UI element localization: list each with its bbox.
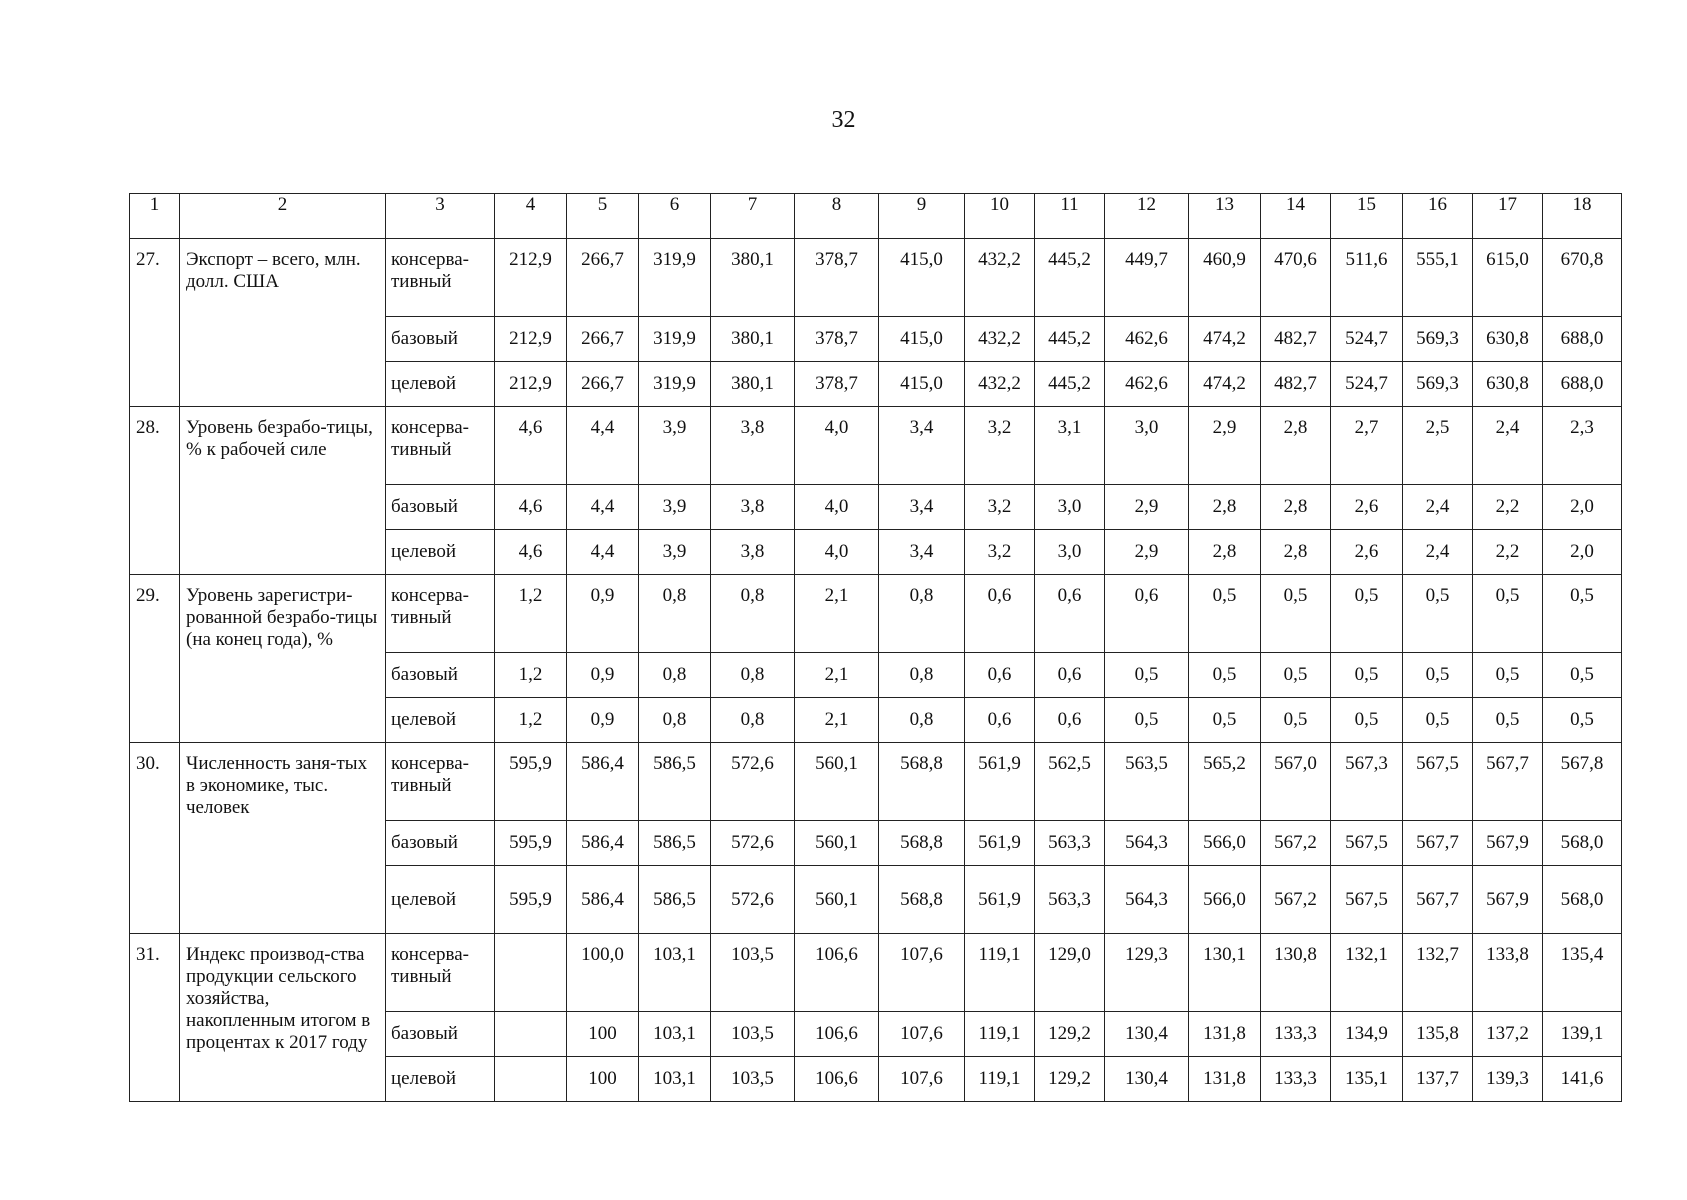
row-number: 29. <box>130 575 180 743</box>
value-cell: 119,1 <box>965 1057 1035 1102</box>
value-cell: 565,2 <box>1189 743 1261 821</box>
value-cell: 561,9 <box>965 866 1035 934</box>
value-cell: 2,4 <box>1403 530 1473 575</box>
value-cell: 688,0 <box>1543 362 1622 407</box>
value-cell: 1,2 <box>495 653 567 698</box>
row-number: 28. <box>130 407 180 575</box>
value-cell: 474,2 <box>1189 362 1261 407</box>
header-cell: 2 <box>180 194 386 239</box>
value-cell: 106,6 <box>795 1012 879 1057</box>
value-cell: 378,7 <box>795 317 879 362</box>
value-cell: 567,9 <box>1473 821 1543 866</box>
value-cell: 2,8 <box>1261 530 1331 575</box>
value-cell: 129,0 <box>1035 934 1105 1012</box>
header-cell: 5 <box>567 194 639 239</box>
value-cell: 567,2 <box>1261 866 1331 934</box>
scenario-name: консерва-тивный <box>386 934 495 1012</box>
value-cell: 0,8 <box>711 575 795 653</box>
value-cell: 4,4 <box>567 530 639 575</box>
scenario-name: базовый <box>386 1012 495 1057</box>
value-cell: 380,1 <box>711 239 795 317</box>
value-cell: 568,0 <box>1543 821 1622 866</box>
value-cell: 1,2 <box>495 575 567 653</box>
value-cell: 2,9 <box>1105 530 1189 575</box>
value-cell: 0,5 <box>1403 698 1473 743</box>
value-cell: 106,6 <box>795 934 879 1012</box>
value-cell: 568,0 <box>1543 866 1622 934</box>
header-cell: 9 <box>879 194 965 239</box>
value-cell: 569,3 <box>1403 362 1473 407</box>
value-cell: 595,9 <box>495 743 567 821</box>
header-cell: 15 <box>1331 194 1403 239</box>
value-cell: 3,8 <box>711 485 795 530</box>
value-cell: 586,4 <box>567 821 639 866</box>
header-cell: 7 <box>711 194 795 239</box>
scenario-name: целевой <box>386 362 495 407</box>
value-cell: 561,9 <box>965 821 1035 866</box>
scenario-name: целевой <box>386 1057 495 1102</box>
value-cell: 432,2 <box>965 362 1035 407</box>
value-cell: 470,6 <box>1261 239 1331 317</box>
value-cell: 107,6 <box>879 934 965 1012</box>
value-cell: 0,5 <box>1331 653 1403 698</box>
value-cell: 2,8 <box>1261 407 1331 485</box>
value-cell: 1,2 <box>495 698 567 743</box>
value-cell: 586,5 <box>639 866 711 934</box>
value-cell: 266,7 <box>567 239 639 317</box>
value-cell: 130,1 <box>1189 934 1261 1012</box>
value-cell: 572,6 <box>711 743 795 821</box>
value-cell: 567,7 <box>1403 821 1473 866</box>
value-cell: 380,1 <box>711 362 795 407</box>
value-cell: 0,5 <box>1189 653 1261 698</box>
value-cell: 3,0 <box>1105 407 1189 485</box>
value-cell: 449,7 <box>1105 239 1189 317</box>
header-cell: 1 <box>130 194 180 239</box>
scenario-name: консерва-тивный <box>386 407 495 485</box>
value-cell: 0,6 <box>1035 653 1105 698</box>
value-cell: 0,5 <box>1261 698 1331 743</box>
value-cell: 688,0 <box>1543 317 1622 362</box>
value-cell: 130,4 <box>1105 1057 1189 1102</box>
value-cell: 568,8 <box>879 821 965 866</box>
header-cell: 17 <box>1473 194 1543 239</box>
value-cell: 131,8 <box>1189 1057 1261 1102</box>
value-cell: 103,1 <box>639 1057 711 1102</box>
value-cell: 0,8 <box>711 698 795 743</box>
header-cell: 11 <box>1035 194 1105 239</box>
value-cell: 445,2 <box>1035 317 1105 362</box>
value-cell: 0,8 <box>639 653 711 698</box>
value-cell: 415,0 <box>879 362 965 407</box>
header-row <box>130 194 1622 239</box>
value-cell: 3,9 <box>639 485 711 530</box>
value-cell: 0,6 <box>965 653 1035 698</box>
value-cell: 432,2 <box>965 239 1035 317</box>
value-cell: 0,5 <box>1543 698 1622 743</box>
value-cell: 133,3 <box>1261 1012 1331 1057</box>
value-cell: 129,3 <box>1105 934 1189 1012</box>
value-cell: 4,4 <box>567 485 639 530</box>
value-cell: 107,6 <box>879 1057 965 1102</box>
value-cell: 0,8 <box>879 653 965 698</box>
value-cell: 567,5 <box>1331 821 1403 866</box>
table-body <box>130 194 1622 1102</box>
value-cell: 561,9 <box>965 743 1035 821</box>
value-cell: 212,9 <box>495 239 567 317</box>
value-cell: 106,6 <box>795 1057 879 1102</box>
value-cell: 2,6 <box>1331 530 1403 575</box>
value-cell: 566,0 <box>1189 821 1261 866</box>
value-cell: 568,8 <box>879 743 965 821</box>
value-cell: 569,3 <box>1403 317 1473 362</box>
value-cell: 319,9 <box>639 317 711 362</box>
scenario-name: консерва-тивный <box>386 575 495 653</box>
value-cell: 2,2 <box>1473 485 1543 530</box>
value-cell: 132,7 <box>1403 934 1473 1012</box>
value-cell: 2,5 <box>1403 407 1473 485</box>
row-number: 27. <box>130 239 180 407</box>
value-cell: 2,2 <box>1473 530 1543 575</box>
forecast-table <box>129 193 1622 1102</box>
value-cell: 445,2 <box>1035 239 1105 317</box>
value-cell: 3,2 <box>965 485 1035 530</box>
header-cell: 18 <box>1543 194 1622 239</box>
value-cell: 524,7 <box>1331 317 1403 362</box>
value-cell: 266,7 <box>567 362 639 407</box>
value-cell: 2,8 <box>1261 485 1331 530</box>
value-cell: 129,2 <box>1035 1057 1105 1102</box>
value-cell: 572,6 <box>711 821 795 866</box>
scenario-name: консерва-тивный <box>386 743 495 821</box>
value-cell <box>495 1057 567 1102</box>
value-cell: 0,5 <box>1403 575 1473 653</box>
value-cell: 567,5 <box>1331 866 1403 934</box>
value-cell: 103,1 <box>639 934 711 1012</box>
value-cell: 103,5 <box>711 1012 795 1057</box>
value-cell: 462,6 <box>1105 362 1189 407</box>
value-cell: 212,9 <box>495 362 567 407</box>
value-cell: 560,1 <box>795 866 879 934</box>
value-cell: 135,8 <box>1403 1012 1473 1057</box>
value-cell: 564,3 <box>1105 821 1189 866</box>
value-cell: 4,0 <box>795 485 879 530</box>
value-cell: 0,6 <box>965 575 1035 653</box>
header-cell: 10 <box>965 194 1035 239</box>
value-cell: 0,6 <box>965 698 1035 743</box>
value-cell: 3,8 <box>711 530 795 575</box>
value-cell: 567,0 <box>1261 743 1331 821</box>
value-cell: 482,7 <box>1261 362 1331 407</box>
header-cell: 4 <box>495 194 567 239</box>
value-cell <box>495 934 567 1012</box>
value-cell: 567,3 <box>1331 743 1403 821</box>
indicator-name: Численность заня-тых в экономике, тыс. человек <box>180 743 386 934</box>
table-row <box>130 575 1622 653</box>
value-cell: 572,6 <box>711 866 795 934</box>
value-cell: 3,2 <box>965 530 1035 575</box>
value-cell: 462,6 <box>1105 317 1189 362</box>
value-cell: 130,4 <box>1105 1012 1189 1057</box>
value-cell: 2,9 <box>1105 485 1189 530</box>
header-cell: 13 <box>1189 194 1261 239</box>
value-cell: 0,5 <box>1105 698 1189 743</box>
value-cell: 630,8 <box>1473 317 1543 362</box>
value-cell: 0,9 <box>567 575 639 653</box>
value-cell: 0,8 <box>879 575 965 653</box>
value-cell: 4,4 <box>567 407 639 485</box>
value-cell: 0,6 <box>1105 575 1189 653</box>
value-cell: 137,7 <box>1403 1057 1473 1102</box>
scenario-name: базовый <box>386 317 495 362</box>
value-cell: 474,2 <box>1189 317 1261 362</box>
value-cell: 567,7 <box>1473 743 1543 821</box>
value-cell: 3,0 <box>1035 530 1105 575</box>
value-cell: 103,5 <box>711 934 795 1012</box>
indicator-name: Уровень зарегистри-рованной безрабо-тицы (на конец года), % <box>180 575 386 743</box>
value-cell: 0,5 <box>1473 698 1543 743</box>
value-cell: 0,9 <box>567 698 639 743</box>
value-cell: 0,5 <box>1189 575 1261 653</box>
value-cell: 139,1 <box>1543 1012 1622 1057</box>
value-cell: 4,6 <box>495 530 567 575</box>
value-cell: 3,0 <box>1035 485 1105 530</box>
value-cell: 586,4 <box>567 866 639 934</box>
value-cell: 560,1 <box>795 821 879 866</box>
value-cell: 563,3 <box>1035 866 1105 934</box>
scenario-name: целевой <box>386 866 495 934</box>
value-cell: 0,8 <box>879 698 965 743</box>
value-cell: 564,3 <box>1105 866 1189 934</box>
value-cell: 0,6 <box>1035 698 1105 743</box>
value-cell: 2,3 <box>1543 407 1622 485</box>
value-cell: 563,5 <box>1105 743 1189 821</box>
value-cell: 2,1 <box>795 653 879 698</box>
value-cell: 2,7 <box>1331 407 1403 485</box>
value-cell: 2,4 <box>1473 407 1543 485</box>
value-cell: 511,6 <box>1331 239 1403 317</box>
value-cell: 0,5 <box>1403 653 1473 698</box>
indicator-name: Уровень безрабо-тицы, % к рабочей силе <box>180 407 386 575</box>
value-cell: 0,5 <box>1261 575 1331 653</box>
header-cell: 12 <box>1105 194 1189 239</box>
value-cell: 378,7 <box>795 239 879 317</box>
value-cell: 4,0 <box>795 530 879 575</box>
value-cell: 432,2 <box>965 317 1035 362</box>
row-number: 30. <box>130 743 180 934</box>
value-cell: 2,8 <box>1189 485 1261 530</box>
value-cell: 567,2 <box>1261 821 1331 866</box>
value-cell: 595,9 <box>495 821 567 866</box>
value-cell: 586,5 <box>639 821 711 866</box>
value-cell: 3,1 <box>1035 407 1105 485</box>
value-cell: 2,8 <box>1189 530 1261 575</box>
value-cell: 586,4 <box>567 743 639 821</box>
header-cell: 6 <box>639 194 711 239</box>
value-cell: 2,0 <box>1543 530 1622 575</box>
table-row <box>130 934 1622 1012</box>
value-cell: 0,5 <box>1473 575 1543 653</box>
scenario-name: базовый <box>386 821 495 866</box>
value-cell: 107,6 <box>879 1012 965 1057</box>
table-row <box>130 239 1622 317</box>
indicator-name: Индекс производ-ства продукции сельского хозяйства, накопленным итогом в процентах к 2017 году <box>180 934 386 1102</box>
value-cell: 0,9 <box>567 653 639 698</box>
value-cell: 0,6 <box>1035 575 1105 653</box>
value-cell: 415,0 <box>879 317 965 362</box>
value-cell: 4,6 <box>495 485 567 530</box>
value-cell: 2,1 <box>795 698 879 743</box>
value-cell: 595,9 <box>495 866 567 934</box>
value-cell: 0,5 <box>1105 653 1189 698</box>
table-row <box>130 743 1622 821</box>
value-cell: 566,0 <box>1189 866 1261 934</box>
header-cell: 3 <box>386 194 495 239</box>
value-cell: 0,5 <box>1543 653 1622 698</box>
value-cell: 0,5 <box>1261 653 1331 698</box>
value-cell: 460,9 <box>1189 239 1261 317</box>
value-cell: 0,5 <box>1473 653 1543 698</box>
scenario-name: целевой <box>386 698 495 743</box>
value-cell: 3,8 <box>711 407 795 485</box>
value-cell: 567,7 <box>1403 866 1473 934</box>
value-cell: 2,9 <box>1189 407 1261 485</box>
value-cell: 119,1 <box>965 1012 1035 1057</box>
value-cell: 3,9 <box>639 407 711 485</box>
value-cell: 103,1 <box>639 1012 711 1057</box>
value-cell: 132,1 <box>1331 934 1403 1012</box>
value-cell: 130,8 <box>1261 934 1331 1012</box>
value-cell: 3,4 <box>879 530 965 575</box>
header-cell: 14 <box>1261 194 1331 239</box>
value-cell: 563,3 <box>1035 821 1105 866</box>
value-cell: 567,5 <box>1403 743 1473 821</box>
value-cell: 0,8 <box>639 698 711 743</box>
value-cell: 319,9 <box>639 239 711 317</box>
value-cell: 568,8 <box>879 866 965 934</box>
value-cell: 0,5 <box>1543 575 1622 653</box>
value-cell: 555,1 <box>1403 239 1473 317</box>
value-cell: 562,5 <box>1035 743 1105 821</box>
table-row <box>130 407 1622 485</box>
value-cell: 567,9 <box>1473 866 1543 934</box>
scenario-name: целевой <box>386 530 495 575</box>
value-cell: 378,7 <box>795 362 879 407</box>
value-cell: 139,3 <box>1473 1057 1543 1102</box>
value-cell: 3,9 <box>639 530 711 575</box>
value-cell: 3,2 <box>965 407 1035 485</box>
indicator-name: Экспорт – всего, млн. долл. США <box>180 239 386 407</box>
value-cell: 100 <box>567 1012 639 1057</box>
value-cell: 586,5 <box>639 743 711 821</box>
value-cell: 4,0 <box>795 407 879 485</box>
header-cell: 8 <box>795 194 879 239</box>
value-cell: 100 <box>567 1057 639 1102</box>
value-cell: 415,0 <box>879 239 965 317</box>
value-cell: 212,9 <box>495 317 567 362</box>
value-cell: 670,8 <box>1543 239 1622 317</box>
value-cell: 630,8 <box>1473 362 1543 407</box>
value-cell: 135,1 <box>1331 1057 1403 1102</box>
value-cell: 137,2 <box>1473 1012 1543 1057</box>
value-cell: 131,8 <box>1189 1012 1261 1057</box>
value-cell: 319,9 <box>639 362 711 407</box>
value-cell: 3,4 <box>879 485 965 530</box>
value-cell: 560,1 <box>795 743 879 821</box>
value-cell: 0,8 <box>711 653 795 698</box>
value-cell: 2,0 <box>1543 485 1622 530</box>
value-cell: 135,4 <box>1543 934 1622 1012</box>
value-cell: 380,1 <box>711 317 795 362</box>
value-cell: 0,5 <box>1189 698 1261 743</box>
value-cell <box>495 1012 567 1057</box>
page-number: 32 <box>831 107 856 133</box>
scenario-name: базовый <box>386 485 495 530</box>
value-cell: 615,0 <box>1473 239 1543 317</box>
value-cell: 482,7 <box>1261 317 1331 362</box>
value-cell: 119,1 <box>965 934 1035 1012</box>
value-cell: 2,6 <box>1331 485 1403 530</box>
value-cell: 2,1 <box>795 575 879 653</box>
value-cell: 4,6 <box>495 407 567 485</box>
value-cell: 524,7 <box>1331 362 1403 407</box>
value-cell: 2,4 <box>1403 485 1473 530</box>
value-cell: 445,2 <box>1035 362 1105 407</box>
header-cell: 16 <box>1403 194 1473 239</box>
value-cell: 129,2 <box>1035 1012 1105 1057</box>
value-cell: 133,3 <box>1261 1057 1331 1102</box>
value-cell: 134,9 <box>1331 1012 1403 1057</box>
value-cell: 567,8 <box>1543 743 1622 821</box>
value-cell: 103,5 <box>711 1057 795 1102</box>
scenario-name: базовый <box>386 653 495 698</box>
value-cell: 266,7 <box>567 317 639 362</box>
value-cell: 0,8 <box>639 575 711 653</box>
value-cell: 0,5 <box>1331 698 1403 743</box>
row-number: 31. <box>130 934 180 1102</box>
value-cell: 100,0 <box>567 934 639 1012</box>
value-cell: 3,4 <box>879 407 965 485</box>
value-cell: 0,5 <box>1331 575 1403 653</box>
scenario-name: консерва-тивный <box>386 239 495 317</box>
value-cell: 141,6 <box>1543 1057 1622 1102</box>
value-cell: 133,8 <box>1473 934 1543 1012</box>
